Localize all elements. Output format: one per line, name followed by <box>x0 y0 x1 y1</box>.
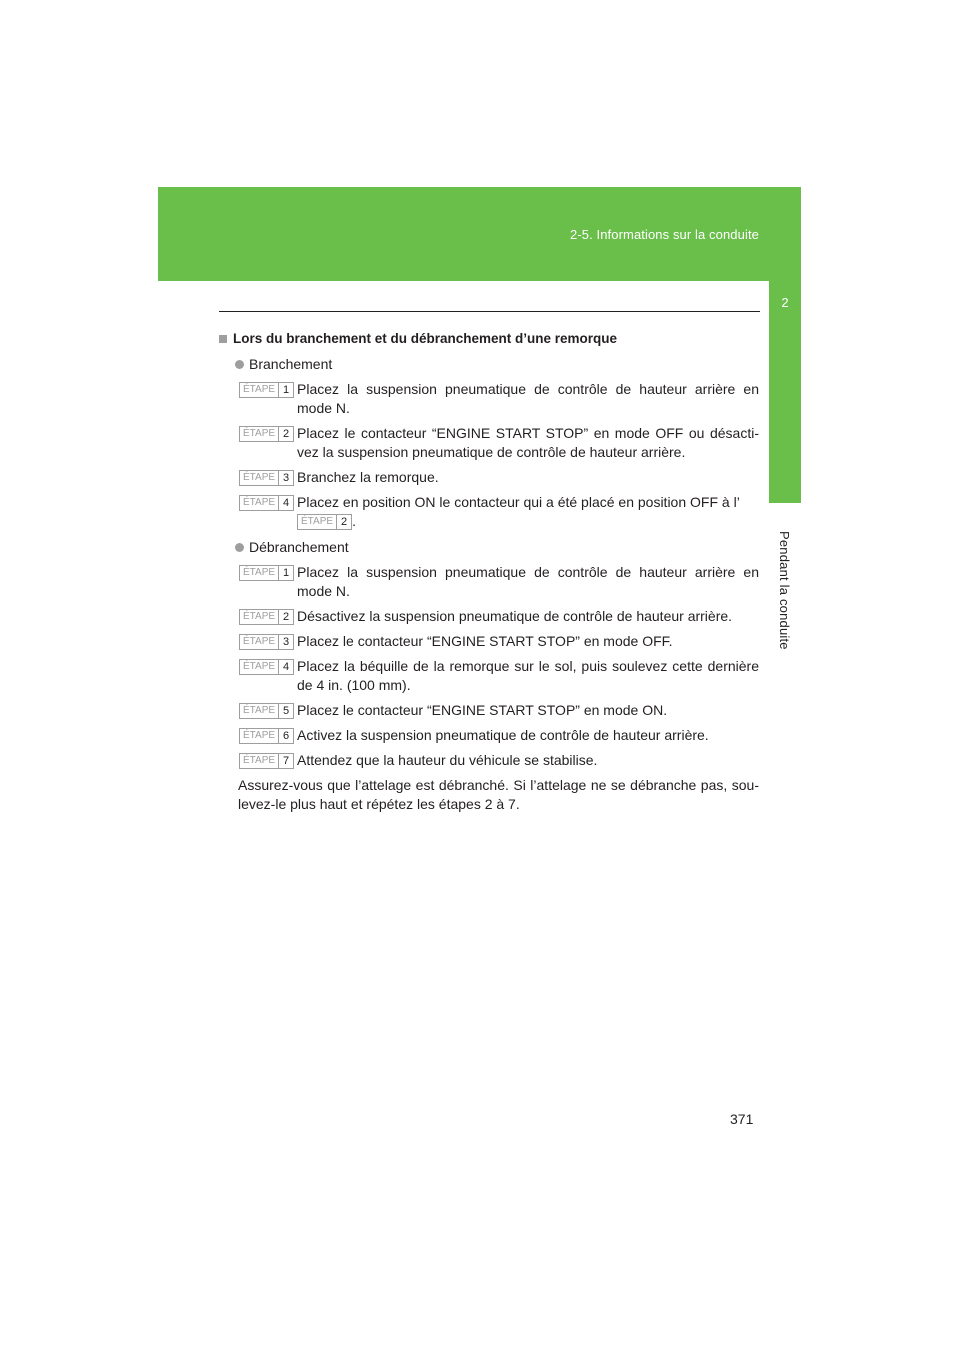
step-text: Placez le contacteur “ENGINE START STOP” en mode OFF ou désacti-vez la suspension pneumatique de contrôle de hauteur arrière. <box>297 425 759 460</box>
step-item <box>219 380 759 418</box>
step-reference-suffix: . <box>352 513 357 529</box>
step-badge <box>239 565 294 581</box>
subheading-text: Branchement <box>249 356 333 372</box>
step-badge-number: 1 <box>278 566 293 580</box>
step-text: Placez en position ON le contacteur qui a été placé en position OFF à l’ <box>297 494 740 510</box>
step-badge-number: 2 <box>278 427 293 441</box>
step-item <box>219 607 759 626</box>
note-paragraph: Assurez-vous que l’attelage est débranché. Si l’attelage ne se débranche pas, sou-levez-le plus haut et répétez les étapes 2 à 7. <box>238 777 759 812</box>
subheading-branchement <box>235 355 759 374</box>
step-badge-number: 3 <box>278 471 293 485</box>
page-number: 371 <box>730 1111 754 1127</box>
step-badge-label: ÉTAPE <box>240 729 278 743</box>
step-badge-label: ÉTAPE <box>240 635 278 649</box>
step-item <box>219 563 759 601</box>
step-badge-label: ÉTAPE <box>240 704 278 718</box>
step-badge-number: 2 <box>278 610 293 624</box>
step-text: Placez la béquille de la remorque sur le sol, puis soulevez cette dernière de 4 in. (100 mm). <box>297 658 759 693</box>
step-badge-label: ÉTAPE <box>240 610 278 624</box>
chapter-label: Pendant la conduite <box>777 531 792 650</box>
subheading-text: Débranchement <box>249 539 349 555</box>
step-badge-number: 4 <box>278 660 293 674</box>
step-reference-badge <box>297 514 352 530</box>
step-item <box>219 493 759 531</box>
subheading-debranchement <box>235 538 759 557</box>
step-badge <box>239 659 294 675</box>
section-heading <box>219 329 759 348</box>
step-badge-number: 2 <box>336 515 351 529</box>
step-item <box>219 701 759 720</box>
chapter-tab <box>769 281 801 503</box>
step-badge-label: ÉTAPE <box>240 566 278 580</box>
step-badge-number: 3 <box>278 635 293 649</box>
step-text: Placez la suspension pneumatique de contrôle de hauteur arrière en mode N. <box>297 564 759 599</box>
chapter-number: 2 <box>781 295 789 310</box>
step-text: Désactivez la suspension pneumatique de contrôle de hauteur arrière. <box>297 608 733 624</box>
step-text: Placez la suspension pneumatique de contrôle de hauteur arrière en mode N. <box>297 381 759 416</box>
main-content <box>219 329 759 814</box>
step-badge <box>239 753 294 769</box>
step-item <box>219 726 759 745</box>
header-band <box>158 187 801 281</box>
step-text: Attendez que la hauteur du véhicule se stabilise. <box>297 752 598 768</box>
step-badge-label: ÉTAPE <box>240 660 278 674</box>
round-bullet-icon <box>235 543 244 552</box>
step-text: Placez le contacteur “ENGINE START STOP” en mode ON. <box>297 702 668 718</box>
step-item <box>219 657 759 695</box>
step-item <box>219 632 759 651</box>
step-text: Placez le contacteur “ENGINE START STOP” en mode OFF. <box>297 633 673 649</box>
step-item <box>219 751 759 770</box>
step-badge-label: ÉTAPE <box>240 383 278 397</box>
step-badge <box>239 703 294 719</box>
step-badge <box>239 470 294 486</box>
step-badge-label: ÉTAPE <box>240 754 278 768</box>
step-badge-number: 4 <box>278 496 293 510</box>
section-divider <box>219 311 760 312</box>
step-badge <box>239 495 294 511</box>
step-badge <box>239 728 294 744</box>
step-badge-label: ÉTAPE <box>240 496 278 510</box>
step-badge-label: ÉTAPE <box>301 516 334 528</box>
step-badge-label: ÉTAPE <box>240 471 278 485</box>
step-badge-number: 7 <box>278 754 293 768</box>
step-badge <box>239 609 294 625</box>
step-badge <box>239 382 294 398</box>
square-bullet-icon <box>219 335 227 343</box>
step-badge-label: ÉTAPE <box>240 427 278 441</box>
round-bullet-icon <box>235 360 244 369</box>
step-badge-number: 5 <box>278 704 293 718</box>
step-badge-number: 6 <box>278 729 293 743</box>
section-title: 2-5. Informations sur la conduite <box>569 227 759 242</box>
step-item <box>219 468 759 487</box>
step-badge <box>239 634 294 650</box>
step-item <box>219 424 759 462</box>
step-badge <box>239 426 294 442</box>
step-text: Branchez la remorque. <box>297 469 439 485</box>
heading-text: Lors du branchement et du débranchement d’une remorque <box>233 331 618 346</box>
step-badge-number: 1 <box>278 383 293 397</box>
step-text: Activez la suspension pneumatique de contrôle de hauteur arrière. <box>297 727 709 743</box>
